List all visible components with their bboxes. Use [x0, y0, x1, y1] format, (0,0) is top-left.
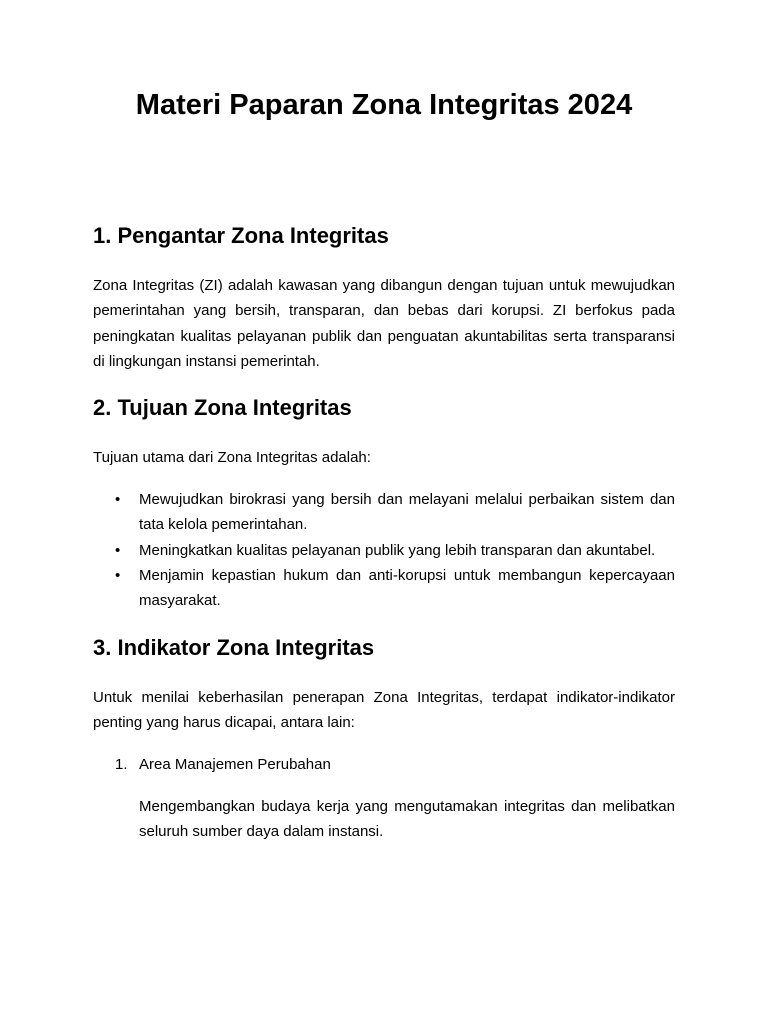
- list-item: [93, 752, 675, 777]
- section-heading-tujuan: 2. Tujuan Zona Integritas: [93, 395, 352, 420]
- indikator-numbered-list: [93, 752, 675, 777]
- section-heading-pengantar: 1. Pengantar Zona Integritas: [93, 223, 389, 248]
- bullet-icon: •: [115, 566, 121, 584]
- list-item-text: Meningkatkan kualitas pelayanan publik yang lebih transparan dan akuntabel.: [139, 541, 656, 559]
- indikator-item-description: Mengembangkan budaya kerja yang mengutamakan integritas dan melibatkan seluruh sumber daya dalam instansi.: [139, 798, 675, 841]
- list-item: [93, 487, 675, 538]
- bullet-icon: •: [115, 491, 121, 508]
- list-item-label: Area Manajemen Perubahan: [139, 756, 331, 773]
- document-title: Materi Paparan Zona Integritas 2024: [135, 89, 633, 121]
- section-paragraph-indikator: Untuk menilai keberhasilan penerapan Zona Integritas, terdapat indikator-indikator penting yang harus dicapai, antara lain:: [93, 689, 675, 732]
- list-item-text: Mewujudkan birokrasi yang bersih dan melayani melalui perbaikan sistem dan tata kelola pemerintahan.: [139, 491, 675, 534]
- list-item: [93, 538, 675, 563]
- list-item-text: Menjamin kepastian hukum dan anti-korupsi untuk membangun kepercayaan masyarakat.: [139, 566, 675, 610]
- tujuan-bullet-list: [93, 487, 675, 613]
- bullet-icon: •: [115, 541, 121, 559]
- section-paragraph-pengantar: Zona Integritas (ZI) adalah kawasan yang dibangun dengan tujuan untuk mewujudkan pemerintahan yang bersih, transparan, dan bebas dari korupsi. ZI berfokus pada peningkatan kualitas pelayanan publik dan penguatan akuntabilitas serta transparansi di lingkungan instansi pemerintah.: [93, 277, 675, 370]
- section-paragraph-tujuan: Tujuan utama dari Zona Integritas adalah:: [93, 449, 371, 466]
- list-item: [93, 563, 675, 614]
- list-item-number: 1.: [115, 756, 128, 773]
- section-heading-indikator: 3. Indikator Zona Integritas: [93, 635, 375, 660]
